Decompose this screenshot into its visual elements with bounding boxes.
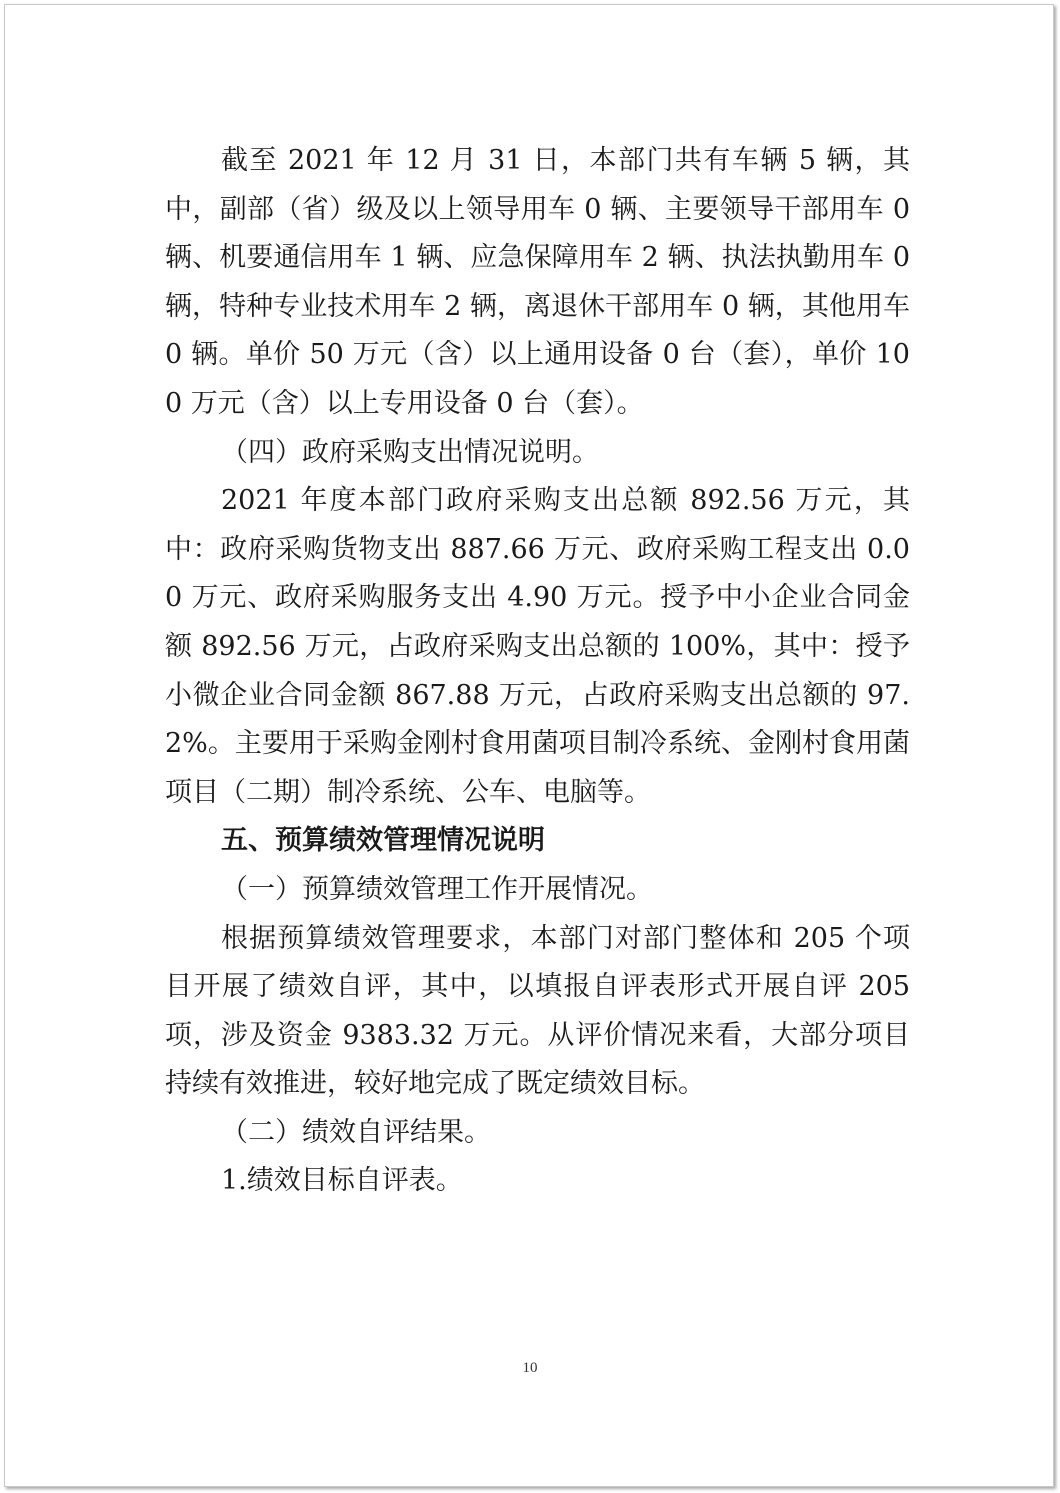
goal-table-item: 1.绩效目标自评表。: [221, 1165, 463, 1197]
vehicle-paragraph: 截至 2021 年 12 月 31 日，本部门共有车辆 5 辆，其中，副部（省）级及以上领导用车 0 辆、主要领导干部用车 0 辆、机要通信用车 1 辆、应急保障用车 2 辆、执法执勤用车 0 辆，特种专业技术用车 2 辆，离退休干部用车 0 辆，其他用车 0 辆。单价 50 万元（含）以上通用设备 0 台（套），单价 100 万元（含）以上专用设备 0 台（套）。: [165, 145, 910, 419]
section-heading-performance: 五、预算绩效管理情况说明: [221, 825, 545, 857]
procurement-subheading: （四）政府采购支出情况说明。: [221, 436, 599, 468]
performance-paragraph: 根据预算绩效管理要求，本部门对部门整体和 205 个项目开展了绩效自评，其中，以填报自评表形式开展自评 205 项，涉及资金 9383.32 万元。从评价情况来看，大部分项目持续有效推进，较好地完成了既定绩效目标。: [165, 922, 910, 1100]
page-number: 10: [522, 1360, 538, 1376]
procurement-paragraph: 2021 年度本部门政府采购支出总额 892.56 万元，其中：政府采购货物支出 887.66 万元、政府采购工程支出 0.00 万元、政府采购服务支出 4.90 万元。授予中小企业合同金额 892.56 万元，占政府采购支出总额的 100%，其中：授予小微企业合同金额 867.88 万元，占政府采购支出总额的 97.2%。主要用于采购金刚村食用菌项目制冷系统、金刚村食用菌项目（二期）制冷系统、公车、电脑等。: [165, 485, 910, 808]
self-evaluation-subheading: （二）绩效自评结果。: [221, 1116, 491, 1148]
performance-work-subheading: （一）预算绩效管理工作开展情况。: [221, 873, 653, 905]
document-body: [165, 137, 910, 1206]
